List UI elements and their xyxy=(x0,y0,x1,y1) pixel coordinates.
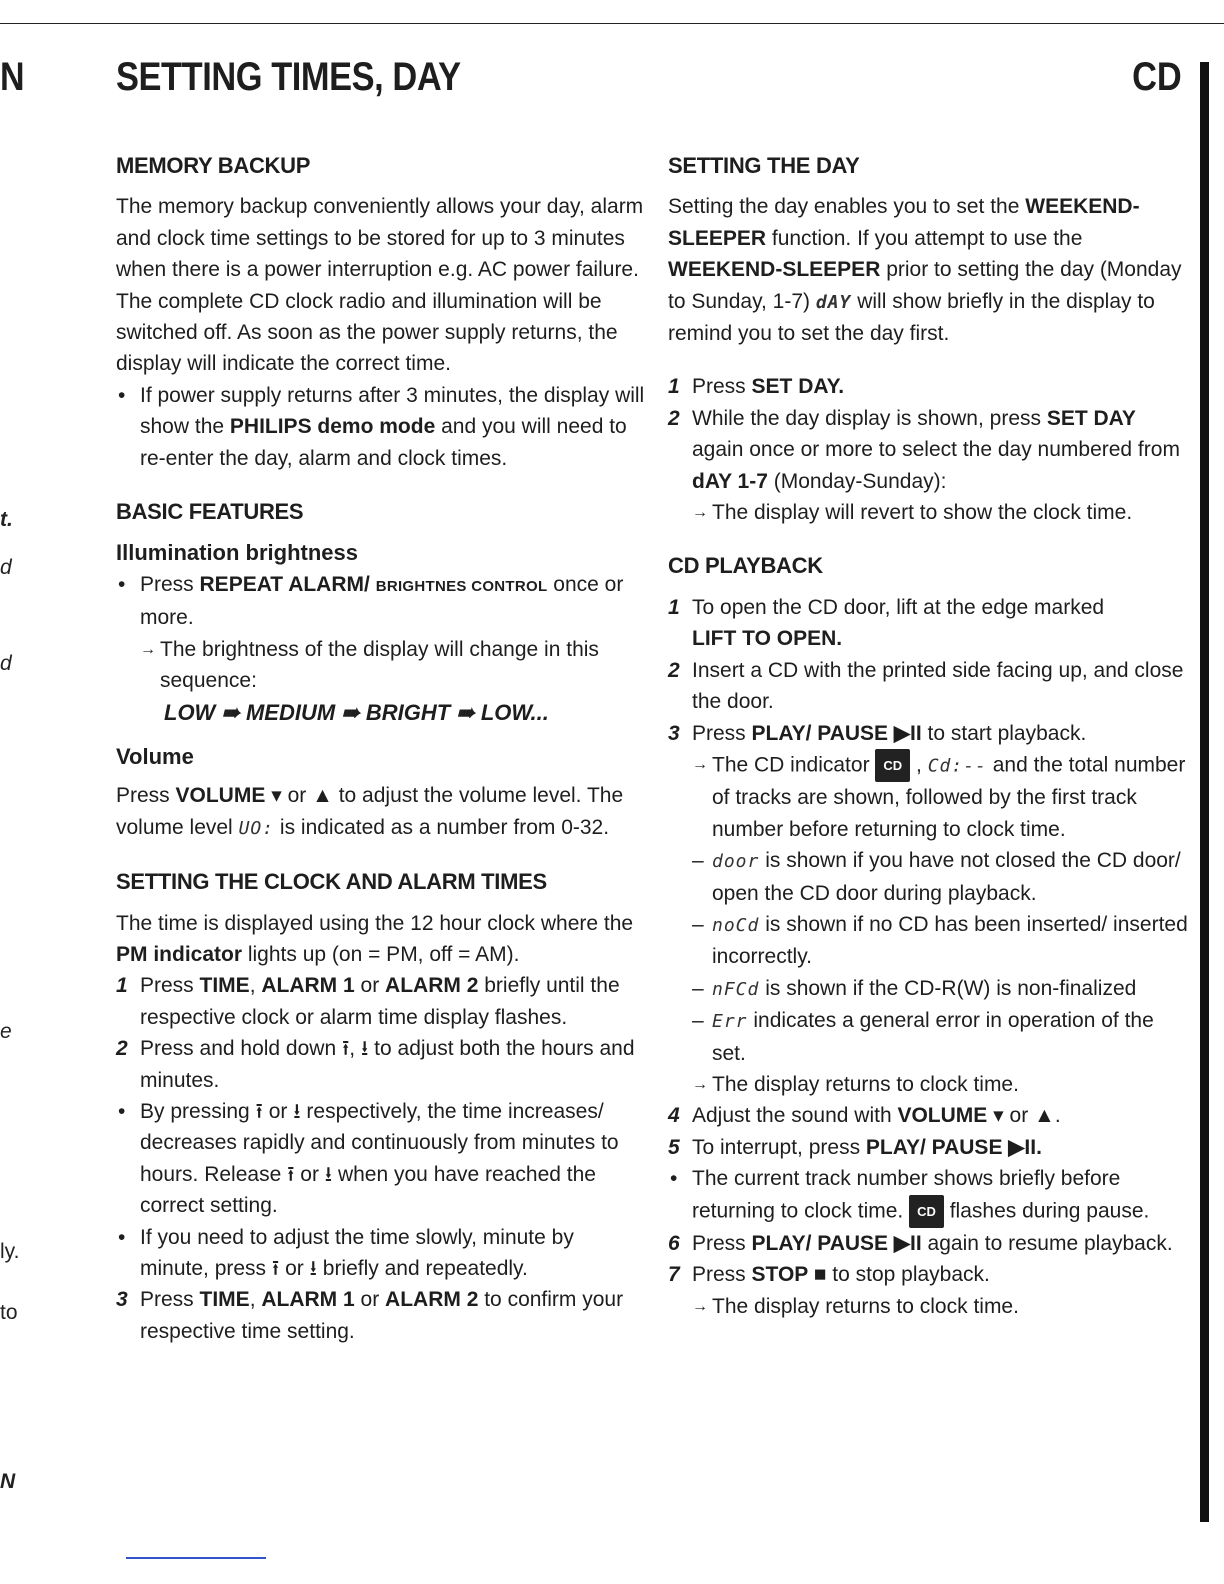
cd-step-3-result-2: → The display returns to clock time. xyxy=(668,1069,1188,1100)
volume-heading: Volume xyxy=(116,743,194,769)
clock-alarm-heading: SETTING THE CLOCK AND ALARM TIMES xyxy=(116,869,547,895)
cd-step-3: 3 Press PLAY/ PAUSE ▶II to start playback. xyxy=(668,721,1087,745)
cd-step-6: 6 Press PLAY/ PAUSE ▶II again to resume playback. xyxy=(668,1232,1173,1255)
left-column xyxy=(116,150,646,1347)
memory-backup-paragraph-2: The complete CD clock radio and illumination will be switched off. As soon as the power supply returns, the display will indicate the correct time. xyxy=(116,289,618,376)
cd-step-3-result: → The CD indicator CD , Cd:-- and the total number of tracks are shown, followed by the first track number before returning to clock time. xyxy=(668,749,1188,845)
cd-playback-heading: CD PLAYBACK xyxy=(668,553,823,579)
clock-bullet-2: • If you need to adjust the time slowly, minute by minute, press ⭱ or ⭳ briefly and repeatedly. xyxy=(116,1222,646,1285)
margin-fragment: ly. xyxy=(0,1240,20,1263)
cd-step-4: 4 Adjust the sound with VOLUME ▾ or ▲. xyxy=(668,1104,1061,1128)
memory-backup-paragraph-1: The memory backup conveniently allows your day, alarm and clock time settings to be stored for up to 3 minutes when there is a power interruption e.g. AC power failure. xyxy=(116,195,644,282)
cd-door-message: – door is shown if you have not closed the CD door/ open the CD door during playback. xyxy=(668,845,1188,909)
bottom-rule xyxy=(126,1557,266,1559)
margin-fragment: N xyxy=(0,1470,16,1493)
setting-day-heading: SETTING THE DAY xyxy=(668,153,860,178)
illumination-heading: Illumination brightness xyxy=(116,540,359,566)
section-tag: CD xyxy=(1132,55,1182,99)
top-rule xyxy=(0,23,1224,24)
clock-step-3: 3 Press TIME, ALARM 1 or ALARM 2 to confirm your respective time setting. xyxy=(116,1288,624,1343)
cd-indicator-icon: CD xyxy=(909,1195,944,1228)
clock-bullet-1: • By pressing ⭱ or ⭳ respectively, the time increases/ decreases rapidly and continuously from minutes to hours. Release ⭱ or ⭳ when you have reached the correct setting. xyxy=(116,1096,646,1222)
brightness-sequence: LOW ➠ MEDIUM ➠ BRIGHT ➠ LOW... xyxy=(164,699,549,725)
cd-step-2: 2 Insert a CD with the printed side facing up, and close the door. xyxy=(668,658,1184,714)
day-step-2: 2 While the day display is shown, press SET DAY again once or more to select the day numbered from dAY 1-7 (Monday-Sunday): xyxy=(668,406,1180,493)
margin-fragment: e xyxy=(0,1020,12,1043)
day-step-2-result: → The display will revert to show the clock time. xyxy=(668,497,1188,528)
cd-nfcd-message: – nFCd is shown if the CD-R(W) is non-finalized xyxy=(668,973,1188,1005)
cd-err-message: – Err indicates a general error in operation of the set. xyxy=(668,1005,1188,1069)
cd-step-7-result: → The display returns to clock time. xyxy=(668,1291,1188,1322)
cd-step-5: 5 To interrupt, press PLAY/ PAUSE ▶II. xyxy=(668,1135,1042,1159)
margin-fragment: t. xyxy=(0,508,13,531)
cd-pause-bullet: • The current track number shows briefly before returning to clock time. CD flashes during pause. xyxy=(668,1163,1188,1228)
basic-features-heading: BASIC FEATURES xyxy=(116,499,304,525)
memory-backup-heading: MEMORY BACKUP xyxy=(116,153,311,178)
setting-day-paragraph: Setting the day enables you to set the WEEKEND-SLEEPER function. If you attempt to use the WEEKEND-SLEEPER prior to setting the day (Monday to Sunday, 1-7) dAY will show briefly in the display to remind you to set the day first. xyxy=(668,195,1182,346)
illumination-bullet: • Press REPEAT ALARM/ BRIGHTNES CONTROL once or more. xyxy=(116,569,646,634)
cd-step-1: 1 To open the CD door, lift at the edge marked LIFT TO OPEN. xyxy=(668,595,1105,651)
page-title: SETTING TIMES, DAY xyxy=(116,55,461,99)
clock-step-1: 1 Press TIME, ALARM 1 or ALARM 2 briefly until the respective clock or alarm time display flashes. xyxy=(116,974,620,1029)
day-step-1: 1 Press SET DAY. xyxy=(668,375,845,399)
cd-indicator-icon: CD xyxy=(875,749,910,782)
volume-paragraph: Press VOLUME ▾ or ▲ to adjust the volume level. The volume level UO: is indicated as a number from 0-32. xyxy=(116,784,624,839)
clock-intro: The time is displayed using the 12 hour clock where the PM indicator lights up (on = PM, off = AM). xyxy=(116,911,634,966)
cd-step-7: 7 Press STOP ■ to stop playback. xyxy=(668,1263,990,1287)
margin-fragment: d xyxy=(0,556,12,579)
page-edge-bar xyxy=(1200,62,1209,1522)
margin-fragment: to xyxy=(0,1301,18,1324)
cd-nocd-message: – noCd is shown if no CD has been inserted/ inserted incorrectly. xyxy=(668,909,1188,973)
margin-fragment: d xyxy=(0,652,12,675)
memory-backup-bullet: • If power supply returns after 3 minutes, the display will show the PHILIPS demo mode and you will need to re-enter the day, alarm and clock times. xyxy=(116,380,646,474)
clock-step-2: 2 Press and hold down ⭱, ⭳ to adjust both the hours and minutes. xyxy=(116,1037,635,1092)
illumination-result: → The brightness of the display will change in this sequence: xyxy=(116,634,646,697)
previous-page-edge-letter: N xyxy=(0,55,24,99)
right-column xyxy=(668,150,1188,1322)
